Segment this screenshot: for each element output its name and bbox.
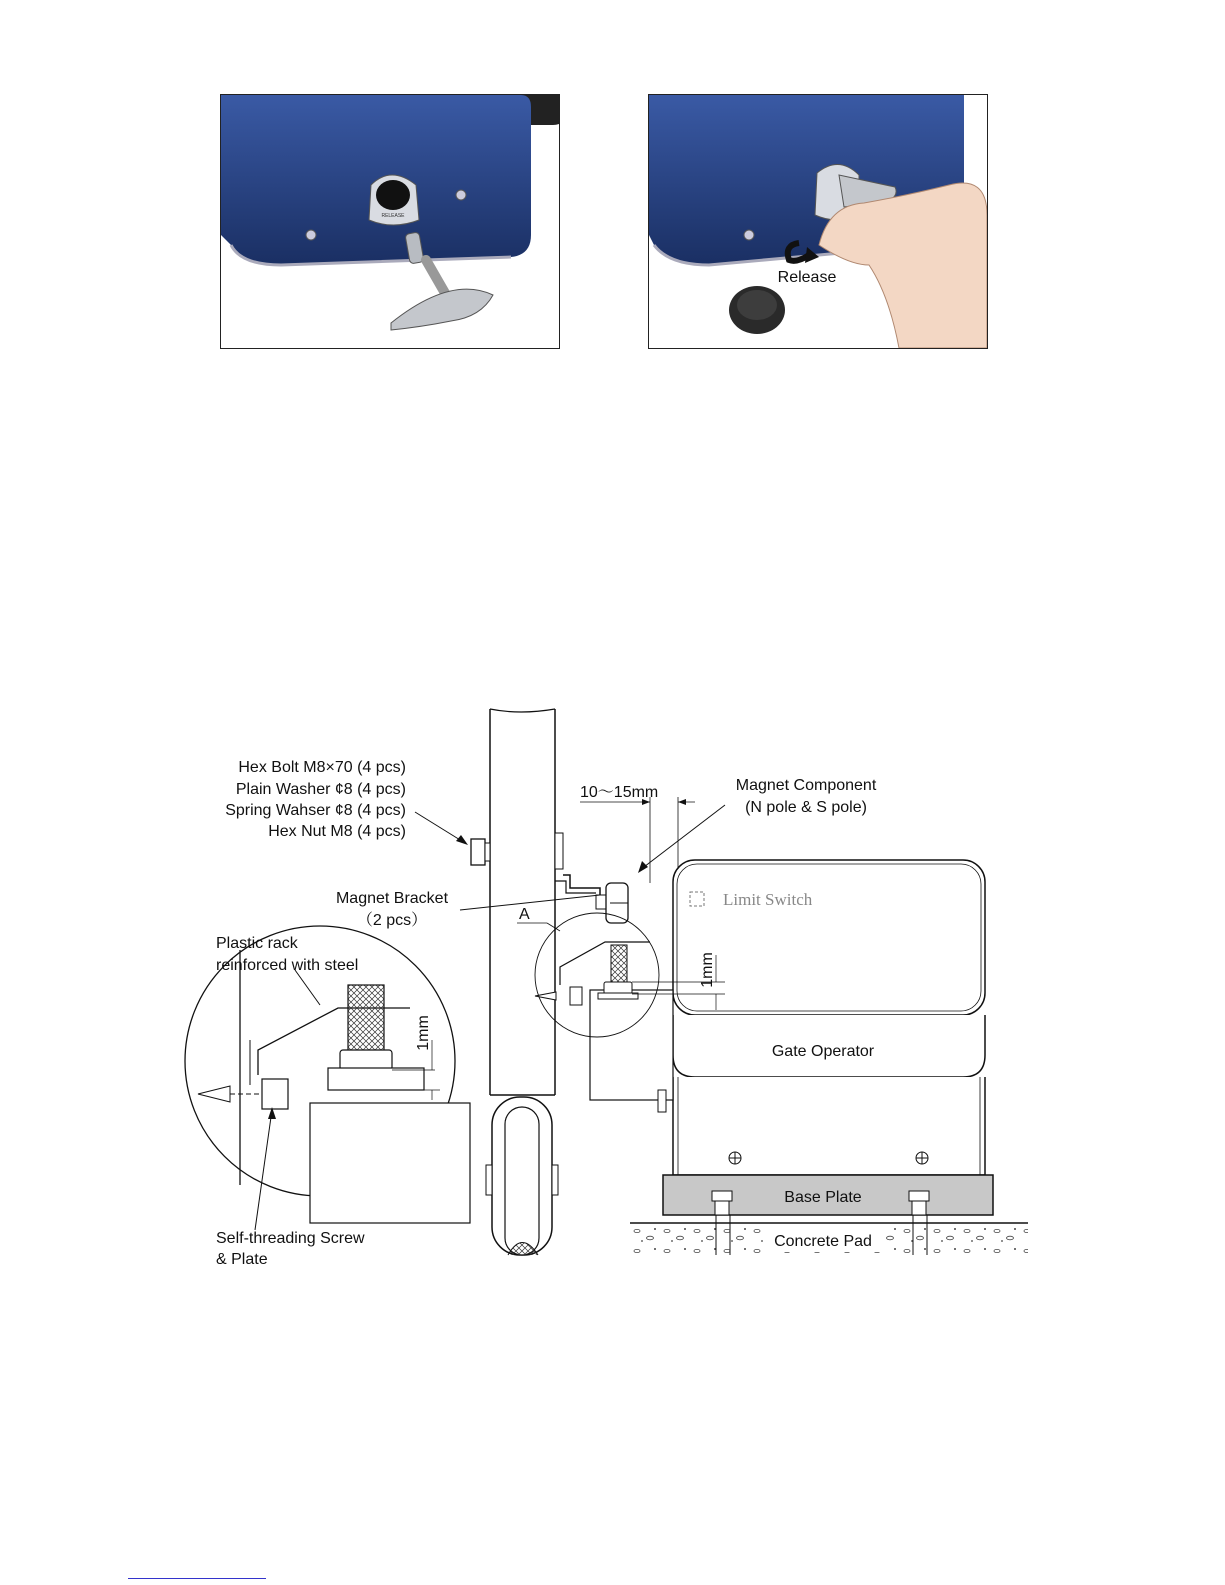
gate-operator — [590, 860, 985, 1175]
release-action-photo — [648, 94, 988, 349]
plastic-rack-label: Plastic rack — [216, 935, 298, 952]
clearance-label-main: 1mm — [699, 952, 716, 988]
gate-operator-label: Gate Operator — [771, 1043, 875, 1060]
plain-washer-label: Plain Washer ¢8 (4 pcs) — [235, 781, 406, 798]
hex-nut-label: Hex Nut M8 (4 pcs) — [268, 823, 406, 840]
magnet-bracket-sublabel: （2 pcs） — [356, 912, 428, 929]
release-label: Release — [777, 269, 837, 286]
base-plate-label: Base Plate — [784, 1189, 862, 1206]
hex-bolt — [471, 833, 563, 869]
concrete-pad — [630, 1215, 1028, 1255]
svg-text:RELEASE: RELEASE — [381, 213, 405, 219]
installation-diagram — [180, 705, 1040, 1265]
gate-post — [490, 709, 555, 1095]
clearance-label-detail: 1mm — [415, 1015, 432, 1051]
footnote-rule — [128, 1578, 266, 1579]
magnet-component-label: Magnet Component — [735, 777, 877, 794]
limit-switch-label: Limit Switch — [723, 890, 813, 909]
spring-washer-label: Spring Wahser ¢8 (4 pcs) — [225, 802, 406, 819]
magnet-component-sublabel: (N pole & S pole) — [745, 799, 867, 816]
concrete-pad-label: Concrete Pad — [774, 1233, 872, 1250]
operator-housing — [221, 95, 531, 265]
base-plate — [663, 1175, 993, 1215]
screw-label: Self-threading Screw — [216, 1230, 365, 1247]
detail-marker: A — [519, 906, 530, 923]
magnet-bracket-label: Magnet Bracket — [335, 890, 449, 907]
plastic-rack-sublabel: reinforced with steel — [216, 957, 359, 974]
hex-bolt-label: Hex Bolt M8×70 (4 pcs) — [238, 759, 406, 776]
gap-dimension-label: 10～15mm — [580, 784, 659, 801]
release-key-photo — [220, 94, 560, 349]
gate-wheel — [486, 1097, 558, 1255]
screw-sublabel: & Plate — [216, 1251, 268, 1265]
